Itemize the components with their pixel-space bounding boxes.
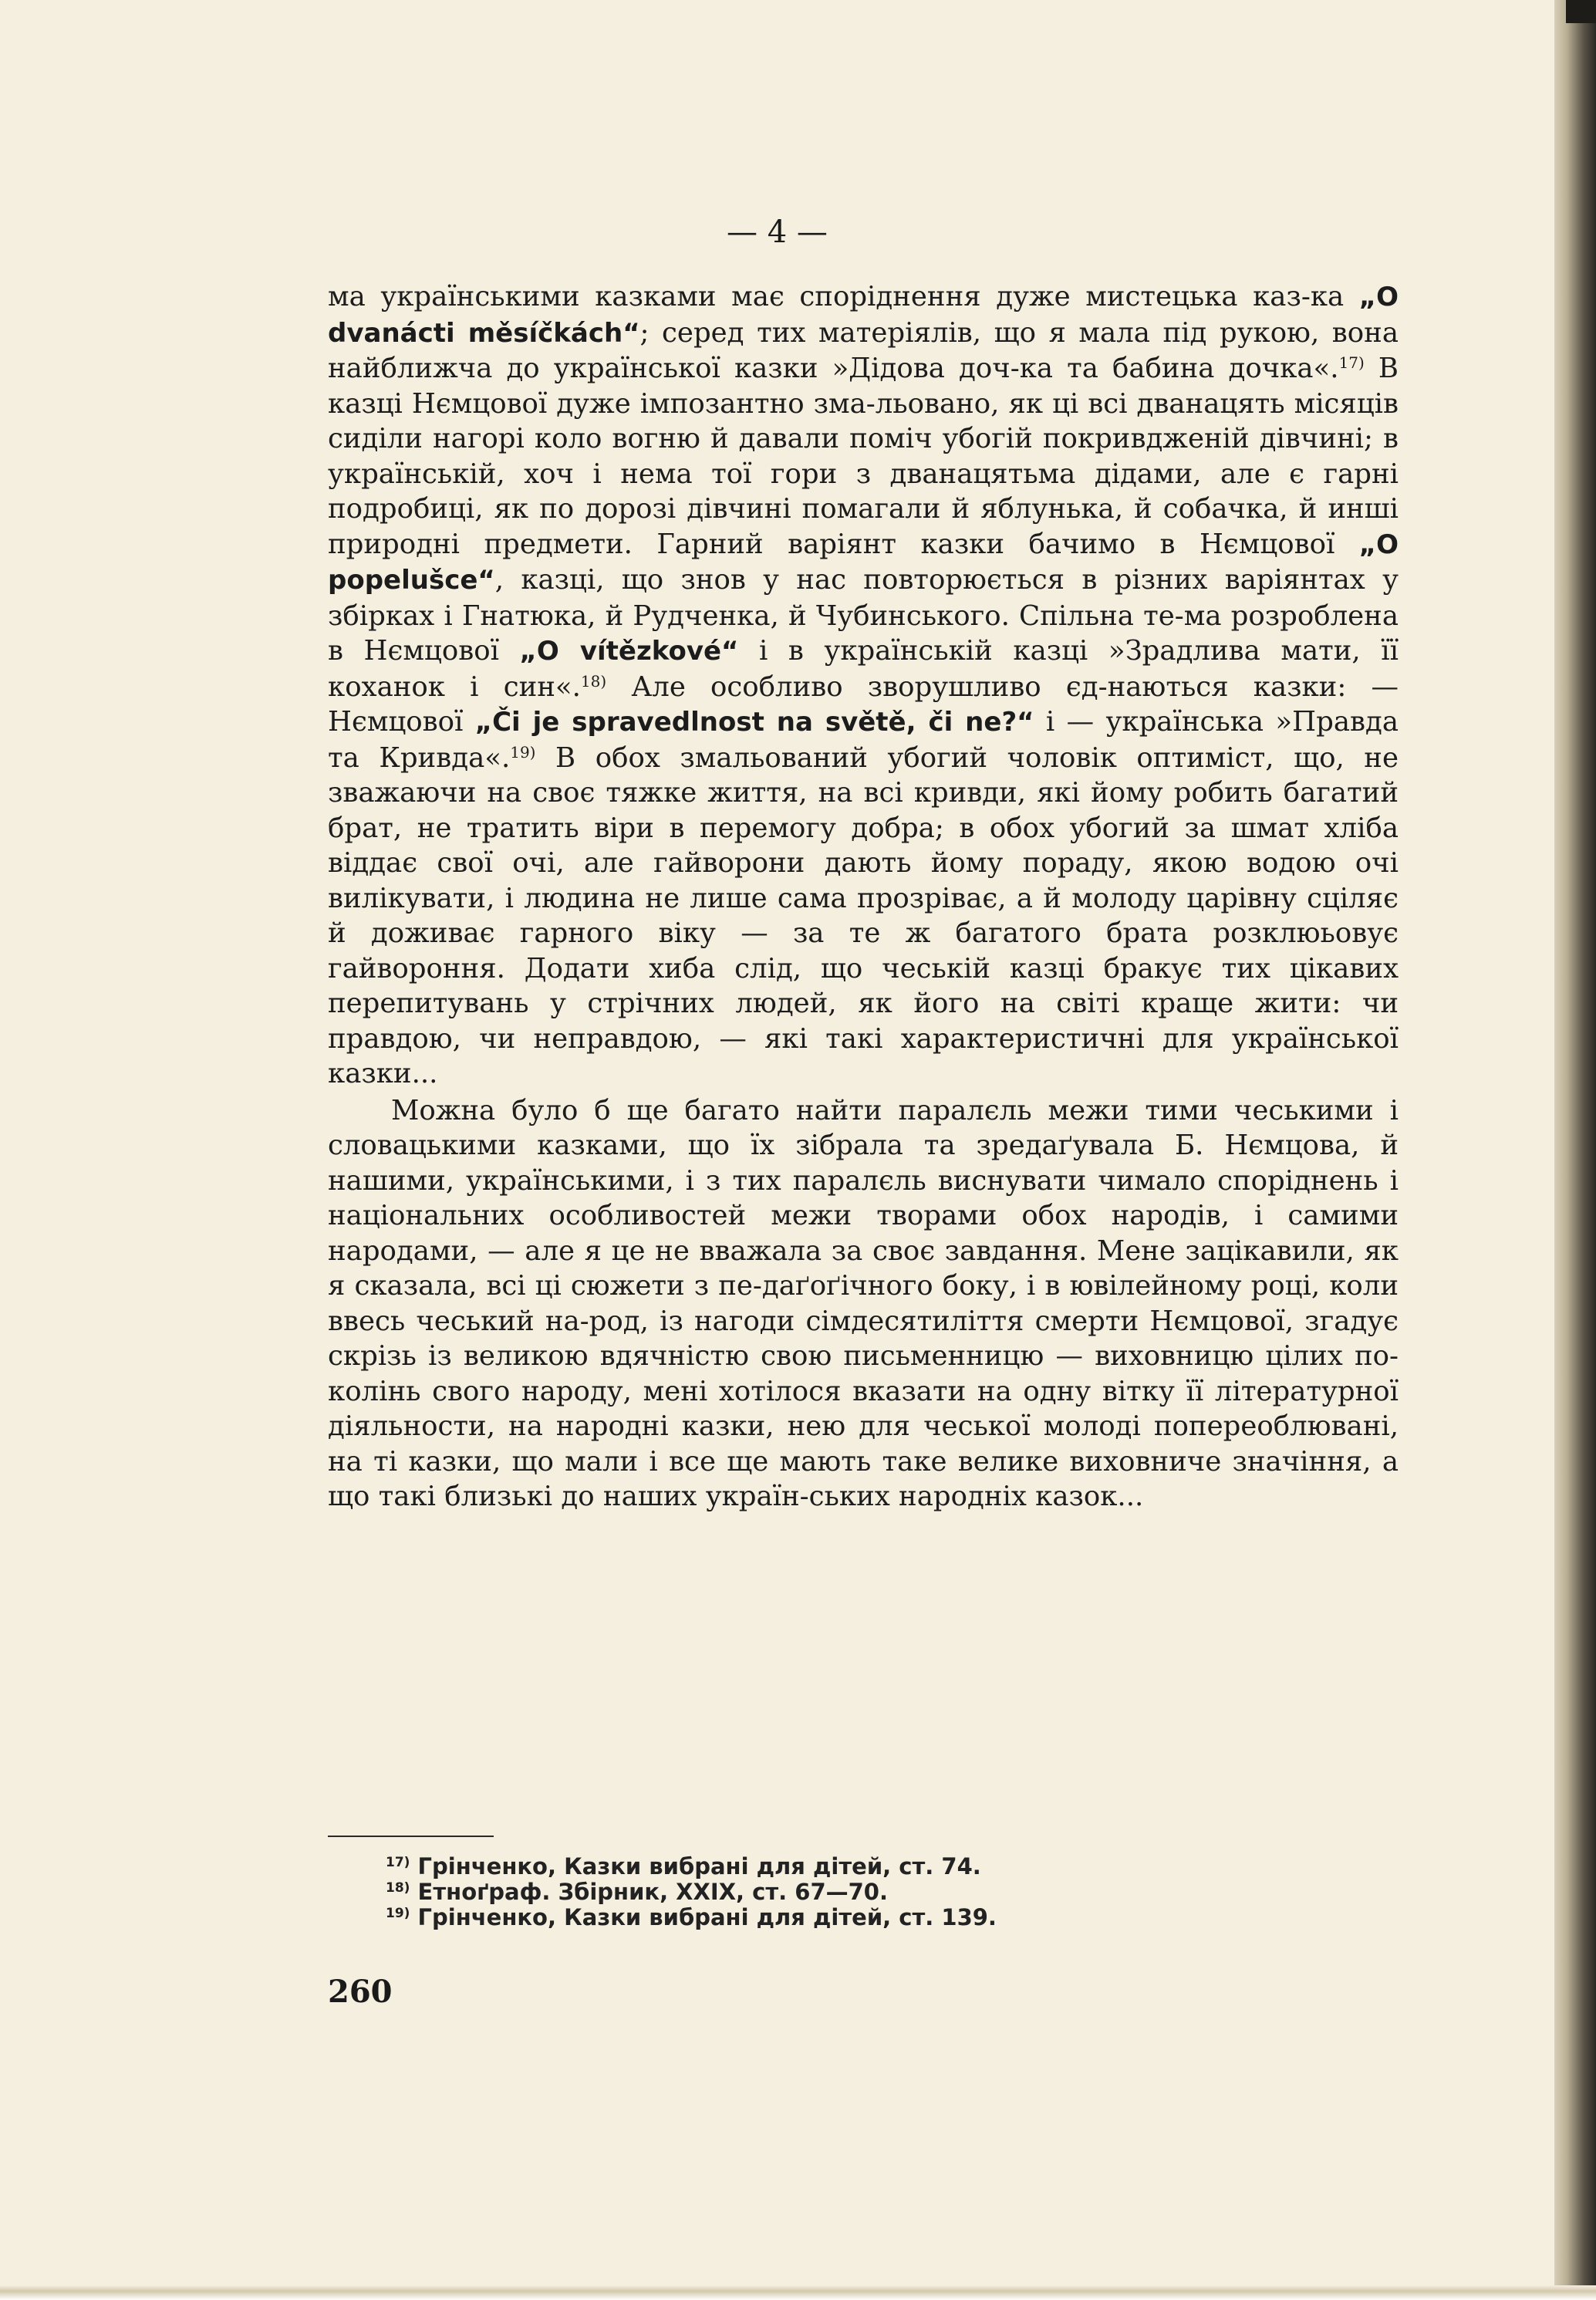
paragraph-1 bbox=[328, 279, 1399, 1092]
title-ci-je-spravedlnost: „Či je spravedlnost na světě, či ne?“ bbox=[474, 707, 1034, 738]
p1-text-5: і в українській казці »Зрадлива мати, її коханок і син«. bbox=[328, 635, 1399, 703]
footnote-17 bbox=[386, 1854, 1311, 1880]
footnote-text: Етноґраф. Збірник, XXIX, ст. 67—70. bbox=[410, 1879, 889, 1905]
footnote-mark: 19) bbox=[386, 1906, 410, 1921]
main-text bbox=[328, 279, 1399, 1515]
page-header-marker: — 4 — bbox=[727, 214, 828, 250]
footnote-mark: 17) bbox=[386, 1855, 410, 1870]
footnote-mark: 18) bbox=[386, 1880, 410, 1896]
footnote-ref-17: 17) bbox=[1338, 353, 1365, 372]
p1-text-1: ма українськими казками має споріднення дуже мистецька каз-ка bbox=[328, 281, 1359, 312]
p1-text-6: Але особливо зворушливо єд-наються казки: — Нємцової bbox=[328, 670, 1399, 738]
p1-text-2: ; серед тих матеріялів, що я мала під рукою, вона найближча до української казки »Дідова доч-ка та бабина дочка«. bbox=[328, 316, 1399, 384]
title-dvanacti-mesickach: „O dvanácti měsíčkách“ bbox=[328, 282, 1399, 349]
title-vitezkove: „O vítězkové“ bbox=[519, 636, 739, 667]
footnote-18 bbox=[386, 1880, 1311, 1905]
paragraph-2: Можна було б ще багато найти паралєль межи тими чеськими і словацькими казками, що їх зібрала та зредаґувала Б. Нємцова, й нашими, українськими, і з тих паралєль виснувати чимало споріднень і національних особливостей межи творами обох народів, і самими народами, — але я це не вважала за своє завдання. Мене зацікавили, як я сказала, всі ці сюжети з пе-даґоґічного боку, і в ювілейному році, коли ввесь чеський на-род, із нагоди сімдесятиліття смерти Нємцової, згадує скрізь із великою вдячністю свою письменницю — виховницю цілих по-колінь свого народу, мені хотілося вказати на одну вітку її літературної діяльности, на народні казки, нею для чеської молоді попереоблювані, на ті казки, що мали і все ще мають таке велике виховниче значіння, а що такі близькі до наших україн-ських народніх казок... bbox=[328, 1094, 1399, 1512]
footnote-19 bbox=[386, 1905, 1311, 1930]
title-popelusce: „O popelušce“ bbox=[328, 529, 1399, 596]
page-bottom-edge bbox=[0, 2285, 1596, 2300]
p1-text-8: В обох змальований убогий чоловік оптиміст, що, не зважаючи на своє тяжке життя, на всі кривди, які йому робить багатий брат, не тратить віри в перемогу добра; в обох убогий за шмат хліба віддає свої очі, але гайворони дають йому пораду, якою водою очі вилікувати, і людина не лише сама прозріває, а й молоду царівну сціляє й доживає гарного віку — за те ж багатого брата розклюьовує гайвороння. Додати хиба слід, що чеській казці бракує тих цікавих перепитувань у стрічних людей, як його на світі краще жити: чи правдою, чи неправдою, — які такі характеристичні для української казки... bbox=[328, 741, 1399, 1089]
p1-text-7: і — українська »Правда та Кривда«. bbox=[328, 706, 1399, 774]
footnote-divider bbox=[328, 1836, 494, 1837]
footnote-ref-18: 18) bbox=[580, 671, 607, 691]
footnote-text: Грінченко, Казки вибрані для дітей, ст. 139. bbox=[410, 1904, 997, 1930]
footnote-text: Грінченко, Казки вибрані для дітей, ст. 74. bbox=[410, 1853, 981, 1880]
p1-text-4: , казці, що знов у нас повторюється в різних варіянтах у збірках і Гнатюка, й Рудченка, й Чубинського. Спільна те-ма розроблена в Нємцової bbox=[328, 564, 1399, 667]
page-number: 260 bbox=[328, 1974, 393, 2010]
book-binding-edge bbox=[1554, 0, 1596, 2300]
footnotes bbox=[386, 1854, 1311, 1930]
binding-shadow bbox=[1566, 0, 1596, 23]
footnote-ref-19: 19) bbox=[510, 742, 536, 762]
p1-text-3: В казці Нємцової дуже імпозантно зма-льовано, як ці всі дванацять місяців сиділи нагорі коло вогню й давали поміч убогій покривдженій дівчині; в українській, хоч і нема тої гори з дванацятьма дідами, але є гарні подробиці, як по дорозі дівчині помагали й яблунька, й собачка, й инші природні предмети. Гарний варіянт казки бачимо в Нємцової bbox=[328, 353, 1399, 560]
